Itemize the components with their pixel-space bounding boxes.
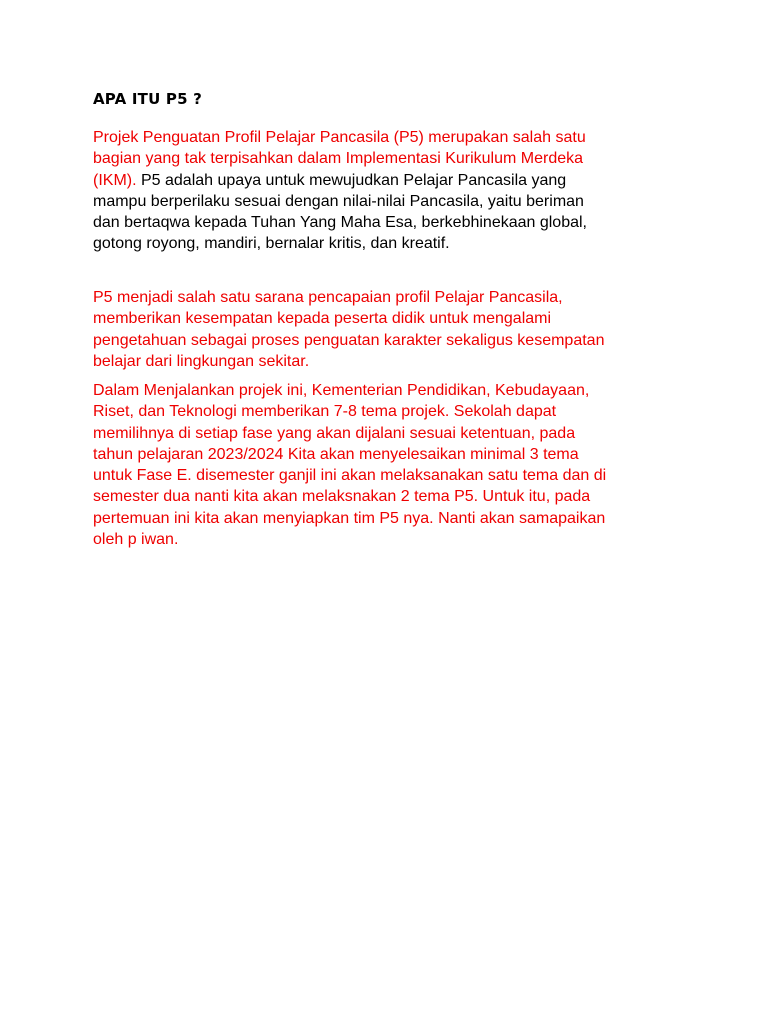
paragraph-line: untuk Fase E. disemester ganjil ini akan melaksanakan satu tema dan di xyxy=(93,467,607,485)
paragraph-line: bagian yang tak terpisahkan dalam Implementasi Kurikulum Merdeka xyxy=(93,150,584,168)
paragraph-line: oleh p iwan. xyxy=(93,531,179,549)
paragraph-definition xyxy=(93,127,587,255)
paragraph-line: memilihnya di setiap fase yang akan dijalani sesuai ketentuan, pada xyxy=(93,424,576,442)
paragraph-line: memberikan kesempatan kepada peserta didik untuk mengalami xyxy=(93,310,552,328)
paragraph-line: P5 menjadi salah satu sarana pencapaian profil Pelajar Pancasila, xyxy=(93,289,563,306)
ikm-abbreviation: (IKM). xyxy=(93,171,137,189)
paragraph-line: Dalam Menjalankan projek ini, Kementerian Pendidikan, Kebudayaan, xyxy=(93,382,590,399)
paragraph-line: Riset, dan Teknologi memberikan 7-8 tema projek. Sekolah dapat xyxy=(93,403,557,421)
document-title: APA ITU P5 ? xyxy=(93,90,203,108)
paragraph-purpose xyxy=(93,287,604,372)
paragraph-line: belajar dari lingkungan sekitar. xyxy=(93,352,310,370)
paragraph-line: Projek Penguatan Profil Pelajar Pancasila (P5) merupakan salah satu xyxy=(93,129,586,146)
paragraph-line: dan bertaqwa kepada Tuhan Yang Maha Esa, berkebhinekaan global, xyxy=(93,214,587,232)
paragraph-line: gotong royong, mandiri, bernalar kritis, dan kreatif. xyxy=(93,235,450,253)
paragraph-line: pengetahuan sebagai proses penguatan karakter sekaligus kesempatan xyxy=(93,331,605,349)
paragraph-line: semester dua nanti kita akan melaksnakan 2 tema P5. Untuk itu, pada xyxy=(93,488,591,506)
paragraph-line: mampu berperilaku sesuai dengan nilai-nilai Pancasila, yaitu beriman xyxy=(93,192,584,210)
paragraph-line xyxy=(93,170,587,191)
paragraph-line: pertemuan ini kita akan menyiapkan tim P5 nya. Nanti akan samapaikan xyxy=(93,509,606,527)
paragraph-implementation xyxy=(93,380,606,550)
paragraph-segment: P5 adalah upaya untuk mewujudkan Pelajar Pancasila yang xyxy=(136,171,567,189)
paragraph-line: tahun pelajaran 2023/2024 Kita akan menyelesaikan minimal 3 tema xyxy=(93,445,579,463)
